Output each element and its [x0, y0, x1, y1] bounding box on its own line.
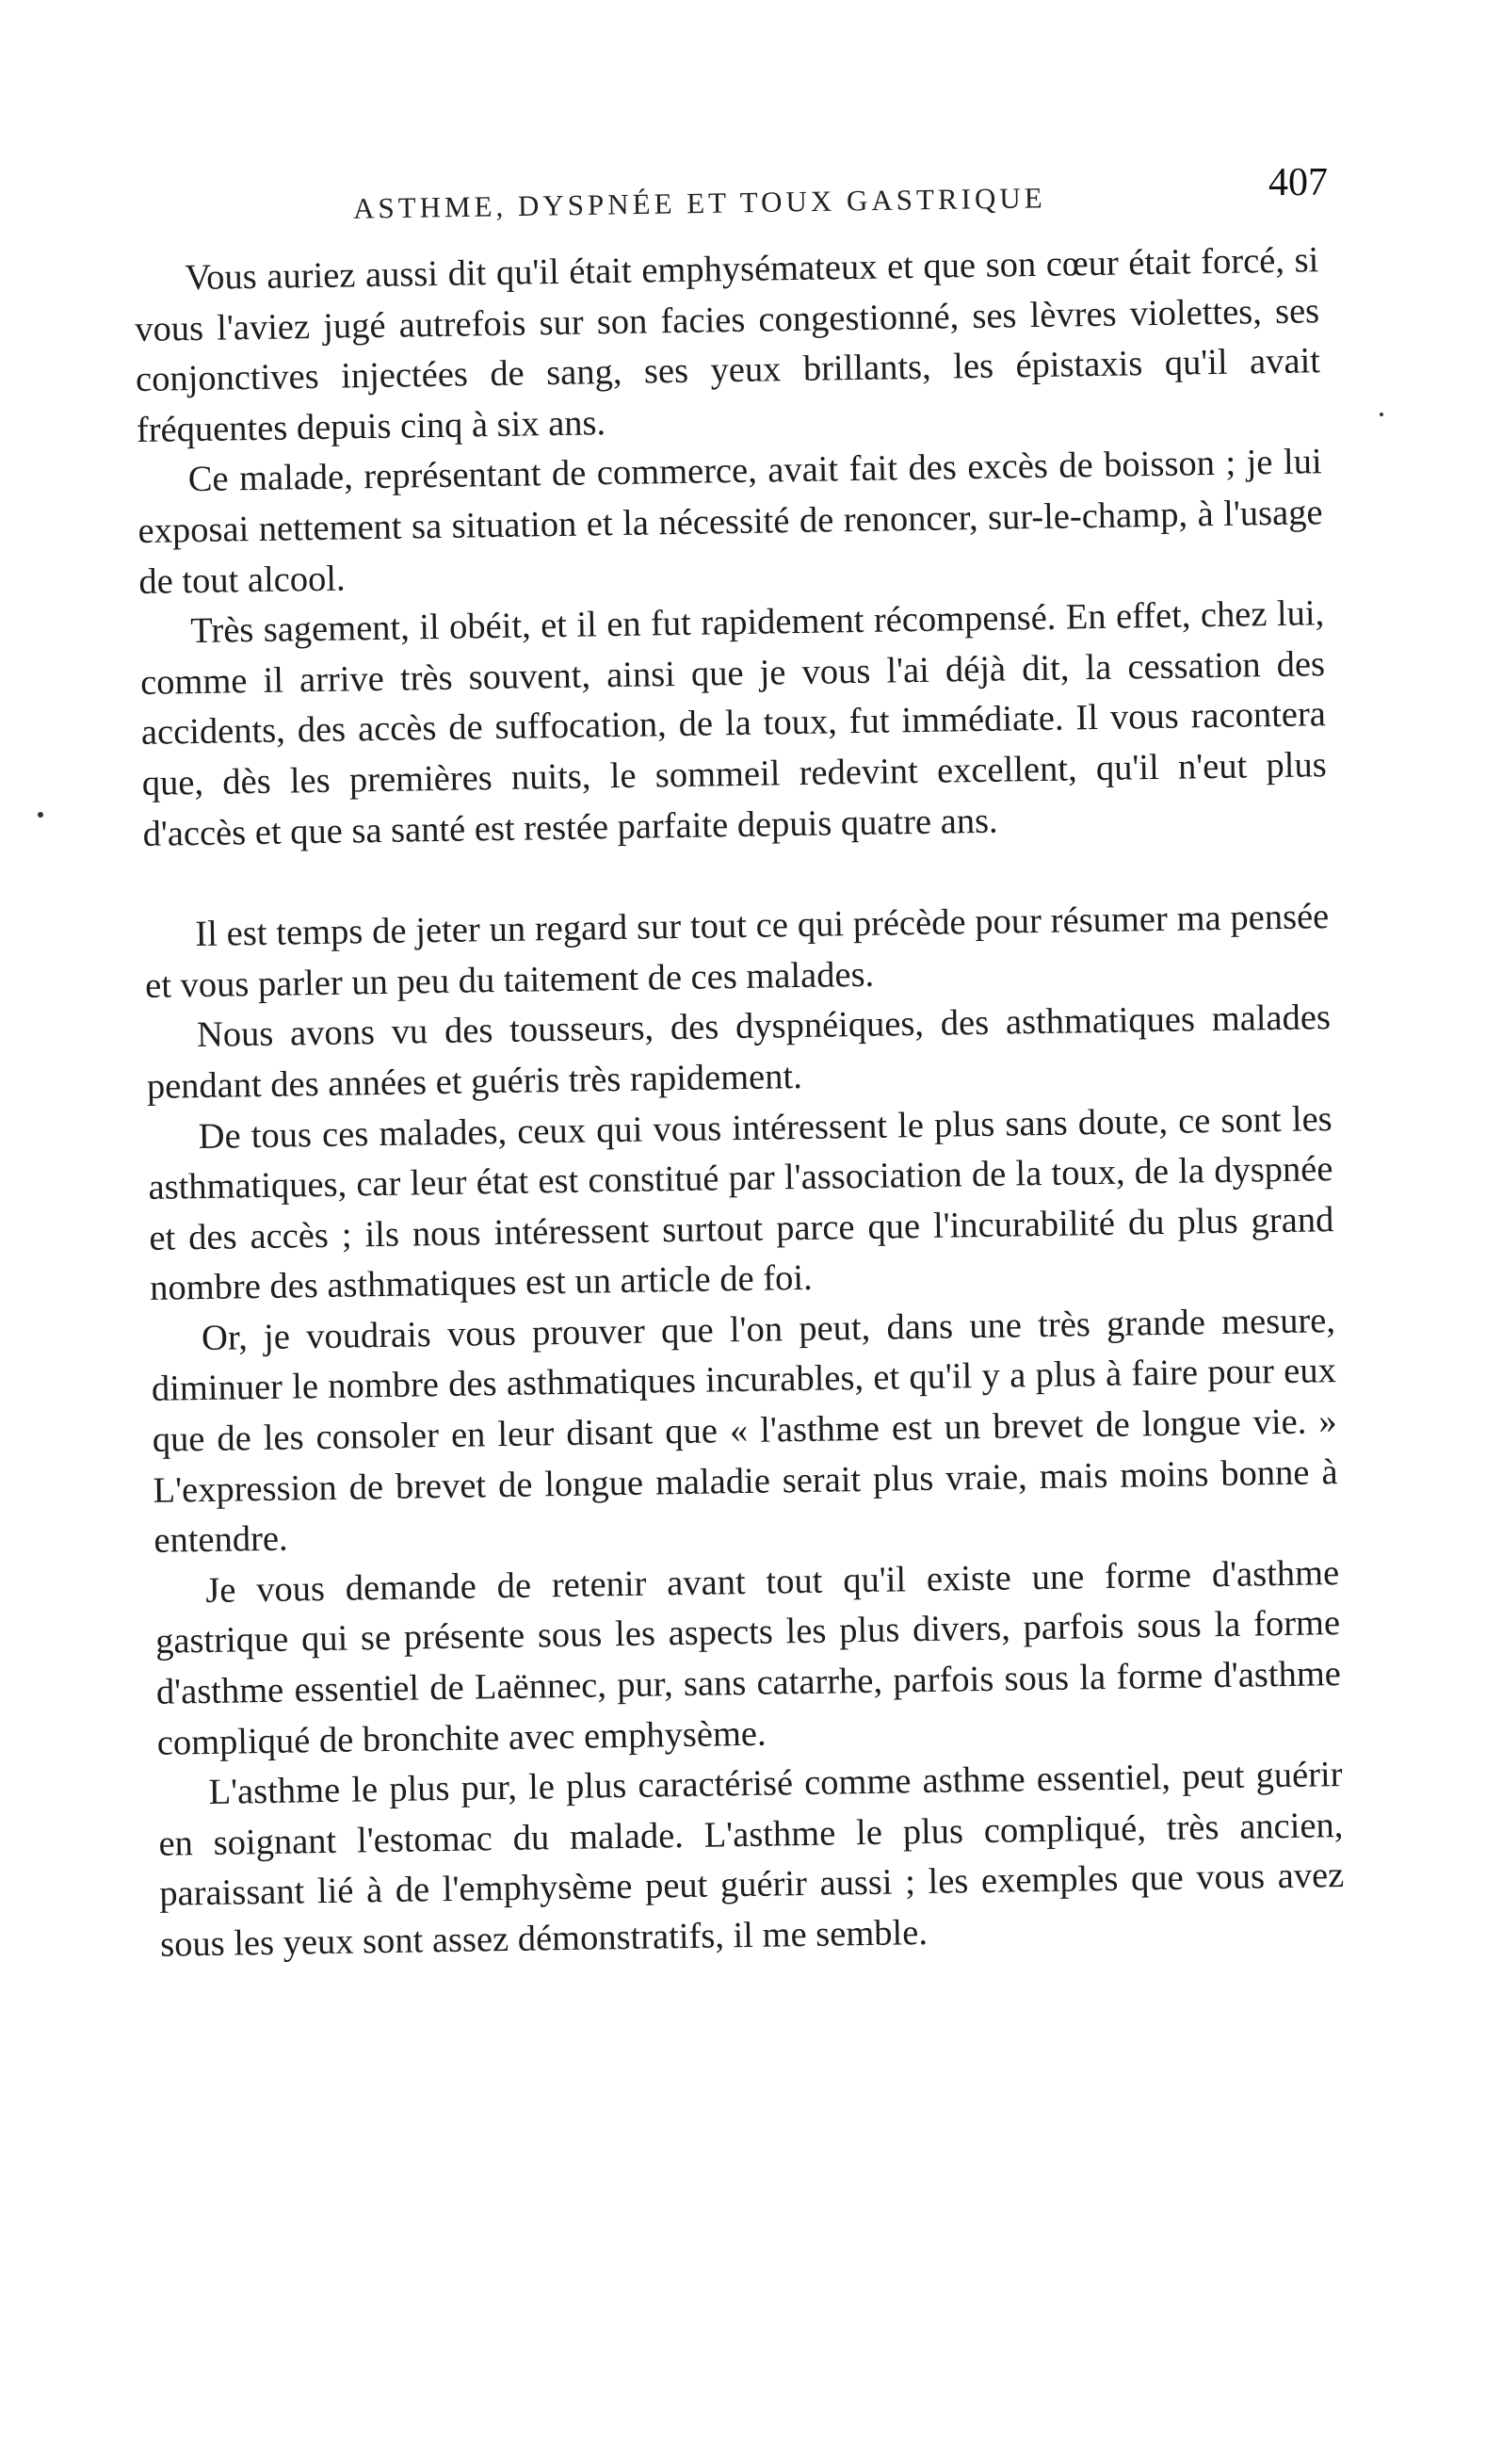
- running-head: [132, 160, 1361, 226]
- page-body: [134, 235, 1345, 1970]
- paragraph: Très sagement, il obéit, et il en fut rapidement récompensé. En effet, chez lui, comme il arrive très souvent, ainsi que je vous l'ai déjà dit, la cessation des accidents, des accès de suffocation, de la toux, fut immédiate. Il vous racontera que, dès les premières nuits, le sommeil redevint excellent, qu'il n'eut plus d'accès et que sa santé est restée parfaite depuis quatre ans.: [139, 593, 1328, 854]
- paragraph: Je vous demande de retenir avant tout qu'il existe une forme d'asthme gastrique qui se présente sous les aspects les plus divers, parfois sous la forme d'asthme essentiel de Laënnec, pur, sans catarrhe, parfois sous la forme d'asthme compliqué de bronchite avec emphysème.: [154, 1552, 1342, 1763]
- running-title: ASTHME, DYSPNÉE ET TOUX GASTRIQUE: [352, 181, 1046, 225]
- page-number: 407: [1268, 161, 1328, 204]
- scan-speck: [38, 812, 43, 818]
- paragraph: Ce malade, représentant de commerce, avait fait des excès de boisson ; je lui exposai nettement sa situation et la nécessité de renoncer, sur-le-champ, à l'usage de tout alcool.: [137, 442, 1323, 602]
- paragraph: Vous auriez aussi dit qu'il était emphysémateux et que son cœur était forcé, si vous l'aviez jugé autrefois sur son facies congestionné, ses lèvres violettes, ses conjonctives injectées de sang, ses yeux brillants, les épistaxis qu'il avait fréquentes depuis cinq à six ans.: [134, 240, 1321, 450]
- paragraph: Nous avons vu des tousseurs, des dyspnéiques, des asthmatiques malades pendant des années et guéris très rapidement.: [146, 997, 1332, 1107]
- paragraph: Or, je voudrais vous prouver que l'on peut, dans une très grande mesure, diminuer le nombre des asthmatiques incurables, et qu'il y a plus à faire pour eux que de les consoler en leur disant que « l'asthme est un brevet de longue vie. » L'expression de brevet de longue maladie serait plus vraie, mais moins bonne à entendre.: [151, 1300, 1338, 1562]
- scan-speck: [1380, 413, 1383, 416]
- paragraph: L'asthme le plus pur, le plus caractérisé comme asthme essentiel, peut guérir en soignant l'estomac du malade. L'asthme le plus compliqué, très ancien, paraissant lié à de l'emphysème peut guérir aussi ; les exemples que vous avez sous les yeux sont assez démonstratifs, il me semble.: [158, 1755, 1345, 1965]
- paragraph: Il est temps de jeter un regard sur tout ce qui précède pour résumer ma pensée et vous parler un peu du taitement de ces malades.: [144, 897, 1330, 1006]
- paragraph: De tous ces malades, ceux qui vous intéressent le plus sans doute, ce sont les asthmatiques, car leur état est constitué par l'association de la toux, de la dyspnée et des accès ; ils nous intéressent surtout parce que l'incurabilité du plus grand nombre des asthmatiques est un article de foi.: [148, 1098, 1334, 1309]
